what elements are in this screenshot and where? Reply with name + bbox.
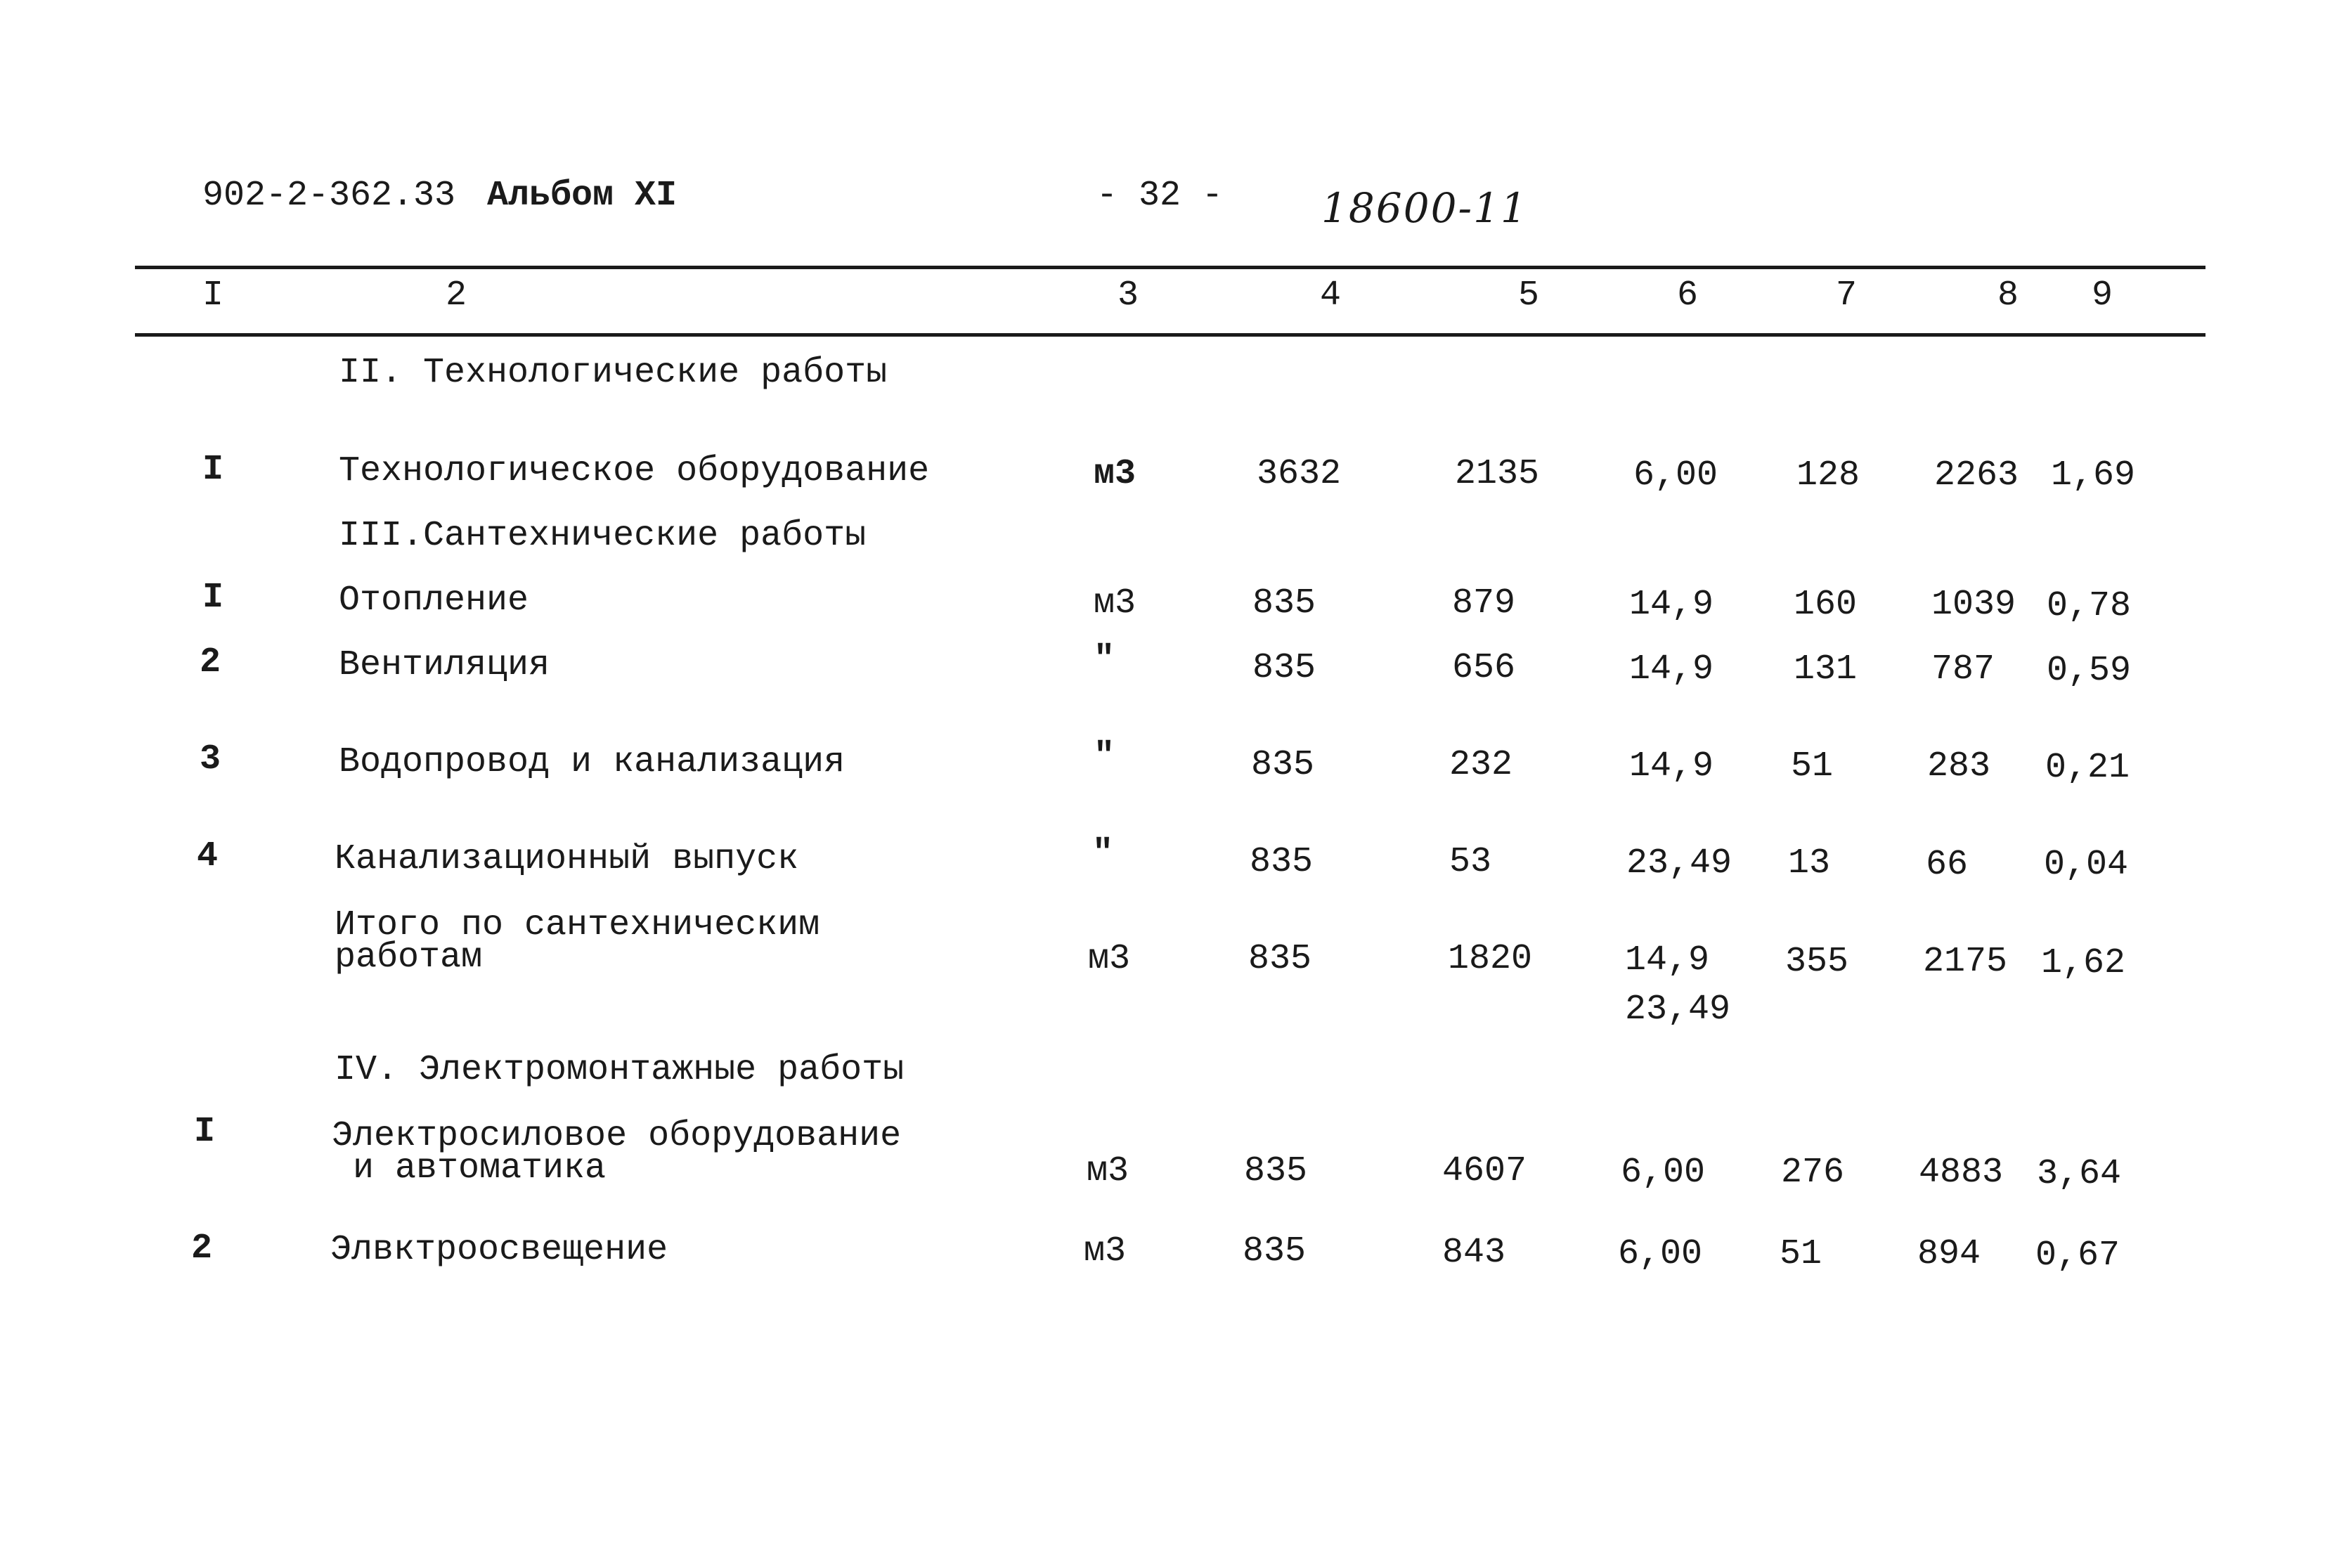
column-header-3: 3	[1118, 276, 1139, 316]
row-col7: 276	[1781, 1153, 1845, 1193]
row-col4: 835	[1244, 1151, 1308, 1191]
row-name: Элвктроосвещение	[330, 1230, 668, 1270]
row-col6: 6,00	[1621, 1153, 1706, 1193]
row-col9: 0,59	[2047, 651, 2132, 691]
section-title-electric: IV. Электромонтажные работы	[335, 1050, 905, 1090]
row-col9: 0,78	[2047, 586, 2132, 626]
row-col6: 23,49	[1626, 843, 1732, 883]
album-label: Альбом XI	[487, 176, 678, 216]
row-col7: 128	[1796, 455, 1860, 495]
row-col4: 835	[1252, 583, 1316, 623]
row-col8: 66	[1926, 845, 1969, 885]
total-col4: 835	[1248, 939, 1312, 979]
row-col5: 656	[1452, 648, 1516, 688]
row-col5: 4607	[1442, 1151, 1527, 1191]
table-header-rule	[135, 333, 2205, 337]
total-col6-line2: 23,49	[1625, 990, 1731, 1030]
section-title-technological: II. Технологические работы	[339, 353, 888, 393]
row-col8: 283	[1927, 746, 1991, 786]
total-name-line2: работам	[335, 938, 483, 978]
row-unit: м3	[1084, 1231, 1127, 1271]
row-number: I	[194, 1112, 216, 1152]
row-number: I	[202, 450, 224, 490]
handwritten-note: 18600-11	[1321, 184, 1528, 232]
row-col4: 3632	[1257, 454, 1342, 494]
row-number: 3	[200, 739, 221, 779]
row-col4: 835	[1243, 1231, 1307, 1271]
row-name: Отопление	[339, 581, 529, 621]
row-col5: 879	[1452, 583, 1516, 623]
column-header-4: 4	[1320, 276, 1342, 316]
row-col5: 53	[1449, 842, 1492, 882]
row-col6: 6,00	[1618, 1234, 1703, 1274]
row-number: 4	[197, 836, 219, 876]
total-unit: м3	[1088, 939, 1131, 979]
column-header-9: 9	[2092, 276, 2113, 316]
row-col8: 4883	[1919, 1153, 2004, 1193]
row-unit: м3	[1094, 454, 1136, 494]
row-col6: 14,9	[1629, 649, 1714, 689]
row-col9: 3,64	[2037, 1154, 2122, 1194]
row-unit: м3	[1087, 1151, 1129, 1191]
row-col8: 1039	[1931, 585, 2016, 625]
total-col6-line1: 14,9	[1625, 940, 1710, 980]
column-header-6: 6	[1677, 276, 1699, 316]
row-col9: 0,21	[2045, 748, 2130, 788]
row-col9: 0,04	[2044, 845, 2129, 885]
section-title-sanitary: III.Сантехнические работы	[339, 516, 867, 556]
row-col7: 13	[1788, 843, 1831, 883]
row-col6: 14,9	[1629, 585, 1714, 625]
row-name: Водопровод и канализация	[339, 742, 846, 782]
row-col7: 160	[1794, 585, 1858, 625]
row-name: Вентиляция	[339, 645, 550, 685]
total-col7: 355	[1785, 942, 1849, 982]
column-header-5: 5	[1518, 276, 1540, 316]
row-col8: 787	[1931, 649, 1995, 689]
row-col5: 843	[1442, 1233, 1506, 1273]
row-col7: 131	[1794, 649, 1858, 689]
row-col8: 2263	[1934, 455, 2019, 495]
total-col9: 1,62	[2041, 943, 2126, 983]
column-header-7: 7	[1836, 276, 1858, 316]
row-col4: 835	[1251, 745, 1315, 785]
row-col5: 2135	[1455, 454, 1540, 494]
row-number: I	[202, 578, 224, 618]
row-number: 2	[191, 1229, 213, 1269]
row-unit: "	[1094, 737, 1115, 777]
row-col7: 51	[1791, 746, 1834, 786]
row-col6: 6,00	[1633, 455, 1718, 495]
table-top-rule	[135, 266, 2205, 269]
total-col5: 1820	[1448, 939, 1533, 979]
row-col9: 0,67	[2035, 1236, 2120, 1276]
row-col8: 894	[1917, 1234, 1981, 1274]
row-unit: "	[1092, 834, 1114, 874]
row-name-line1: Электросиловое оборудование	[332, 1116, 902, 1156]
row-col4: 835	[1252, 648, 1316, 688]
row-unit: м3	[1094, 583, 1136, 623]
row-col4: 835	[1250, 842, 1314, 882]
page-number: - 32 -	[1096, 176, 1224, 216]
row-name-line2: и автоматика	[353, 1148, 607, 1188]
row-number: 2	[200, 642, 221, 682]
total-name-line1: Итого по сантехническим	[335, 905, 820, 945]
row-name: Технологическое оборудование	[339, 451, 930, 491]
row-col7: 51	[1780, 1234, 1822, 1274]
row-col5: 232	[1449, 745, 1513, 785]
row-col9: 1,69	[2051, 455, 2136, 495]
column-header-1: I	[202, 276, 224, 316]
total-col8: 2175	[1923, 942, 2008, 982]
document-code: 902-2-362.33	[202, 176, 456, 216]
column-header-8: 8	[1997, 276, 2019, 316]
row-unit: "	[1094, 640, 1115, 680]
row-col6: 14,9	[1629, 746, 1714, 786]
row-name: Канализационный выпуск	[335, 839, 799, 879]
column-header-2: 2	[446, 276, 467, 316]
